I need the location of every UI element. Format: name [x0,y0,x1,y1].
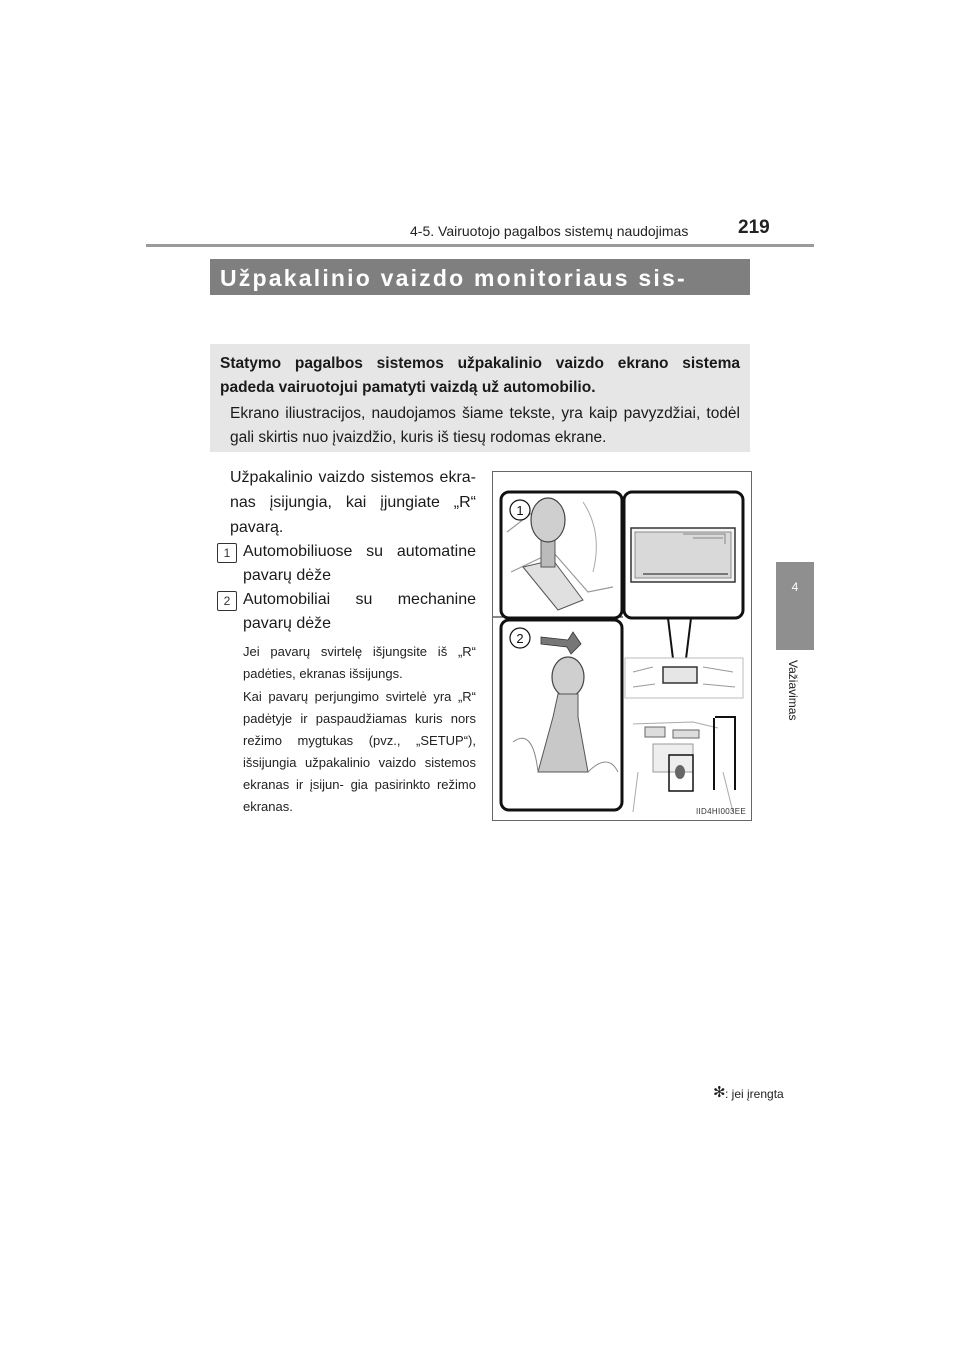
body-paragraph: Užpakalinio vaizdo sistemos ekra- nas įsijungia, kai įjungiate „R“ pavarą. [230,469,476,536]
chapter-tab-number: 4 [791,580,799,594]
footnote-text: : jei įrengta [725,1087,784,1101]
header-divider [146,244,814,247]
item-number-2: 2 [217,591,237,611]
intro-note-text: Ekrano iliustracijos, naudojamos šiame tekste, yra kaip pavyzdžiai, todėl gali skirtis nuo įvaizdžio, kuris iš tiesų rodomas ekrane. [230,405,740,446]
intro-bold-text: Statymo pagalbos sistemos užpakalinio vaizdo ekrano sistema padeda vairuotojui pamatyti vaizdą už automobilio. [220,355,740,396]
item-text-1: Automobiliuose su automatine pavarų dėže [243,543,476,584]
page-number: 219 [738,217,770,238]
section-title: Užpakalinio vaizdo monitoriaus sis- [220,265,687,291]
item-text-2: Automobiliai su mechanine pavarų dėže [243,591,476,632]
footnote-asterisk-icon: ✻ [713,1084,726,1101]
figure-code: IID4HI003EE [696,807,746,816]
note-paragraph-2: Kai pavarų perjungimo svirtelė yra „R“ padėtyje ir paspaudžiamas kuris nors režimo mygtukas (pvz., „SETUP“), išsijungia užpakalinio vaizdo sistemos ekranas ir įsijun- gia pasirinkto režimo ekranas. [243,689,476,814]
section-title-bar [210,259,750,295]
chapter-tab-label: Važiavimas [786,660,800,721]
gear-lever-illustration [492,471,752,821]
callout-label-1: 1 [516,503,524,518]
intro-box [210,344,750,452]
note-paragraph-1: Jei pavarų svirtelę išjungsite iš „R“ padėties, ekranas išsijungs. [243,644,476,681]
illustration-drawing [493,472,751,820]
item-number-1: 1 [217,543,237,563]
chapter-tab [776,562,814,650]
header-section-title: 4-5. Vairuotojo pagalbos sistemų naudojimas [410,223,689,239]
callout-label-2: 2 [516,631,524,646]
